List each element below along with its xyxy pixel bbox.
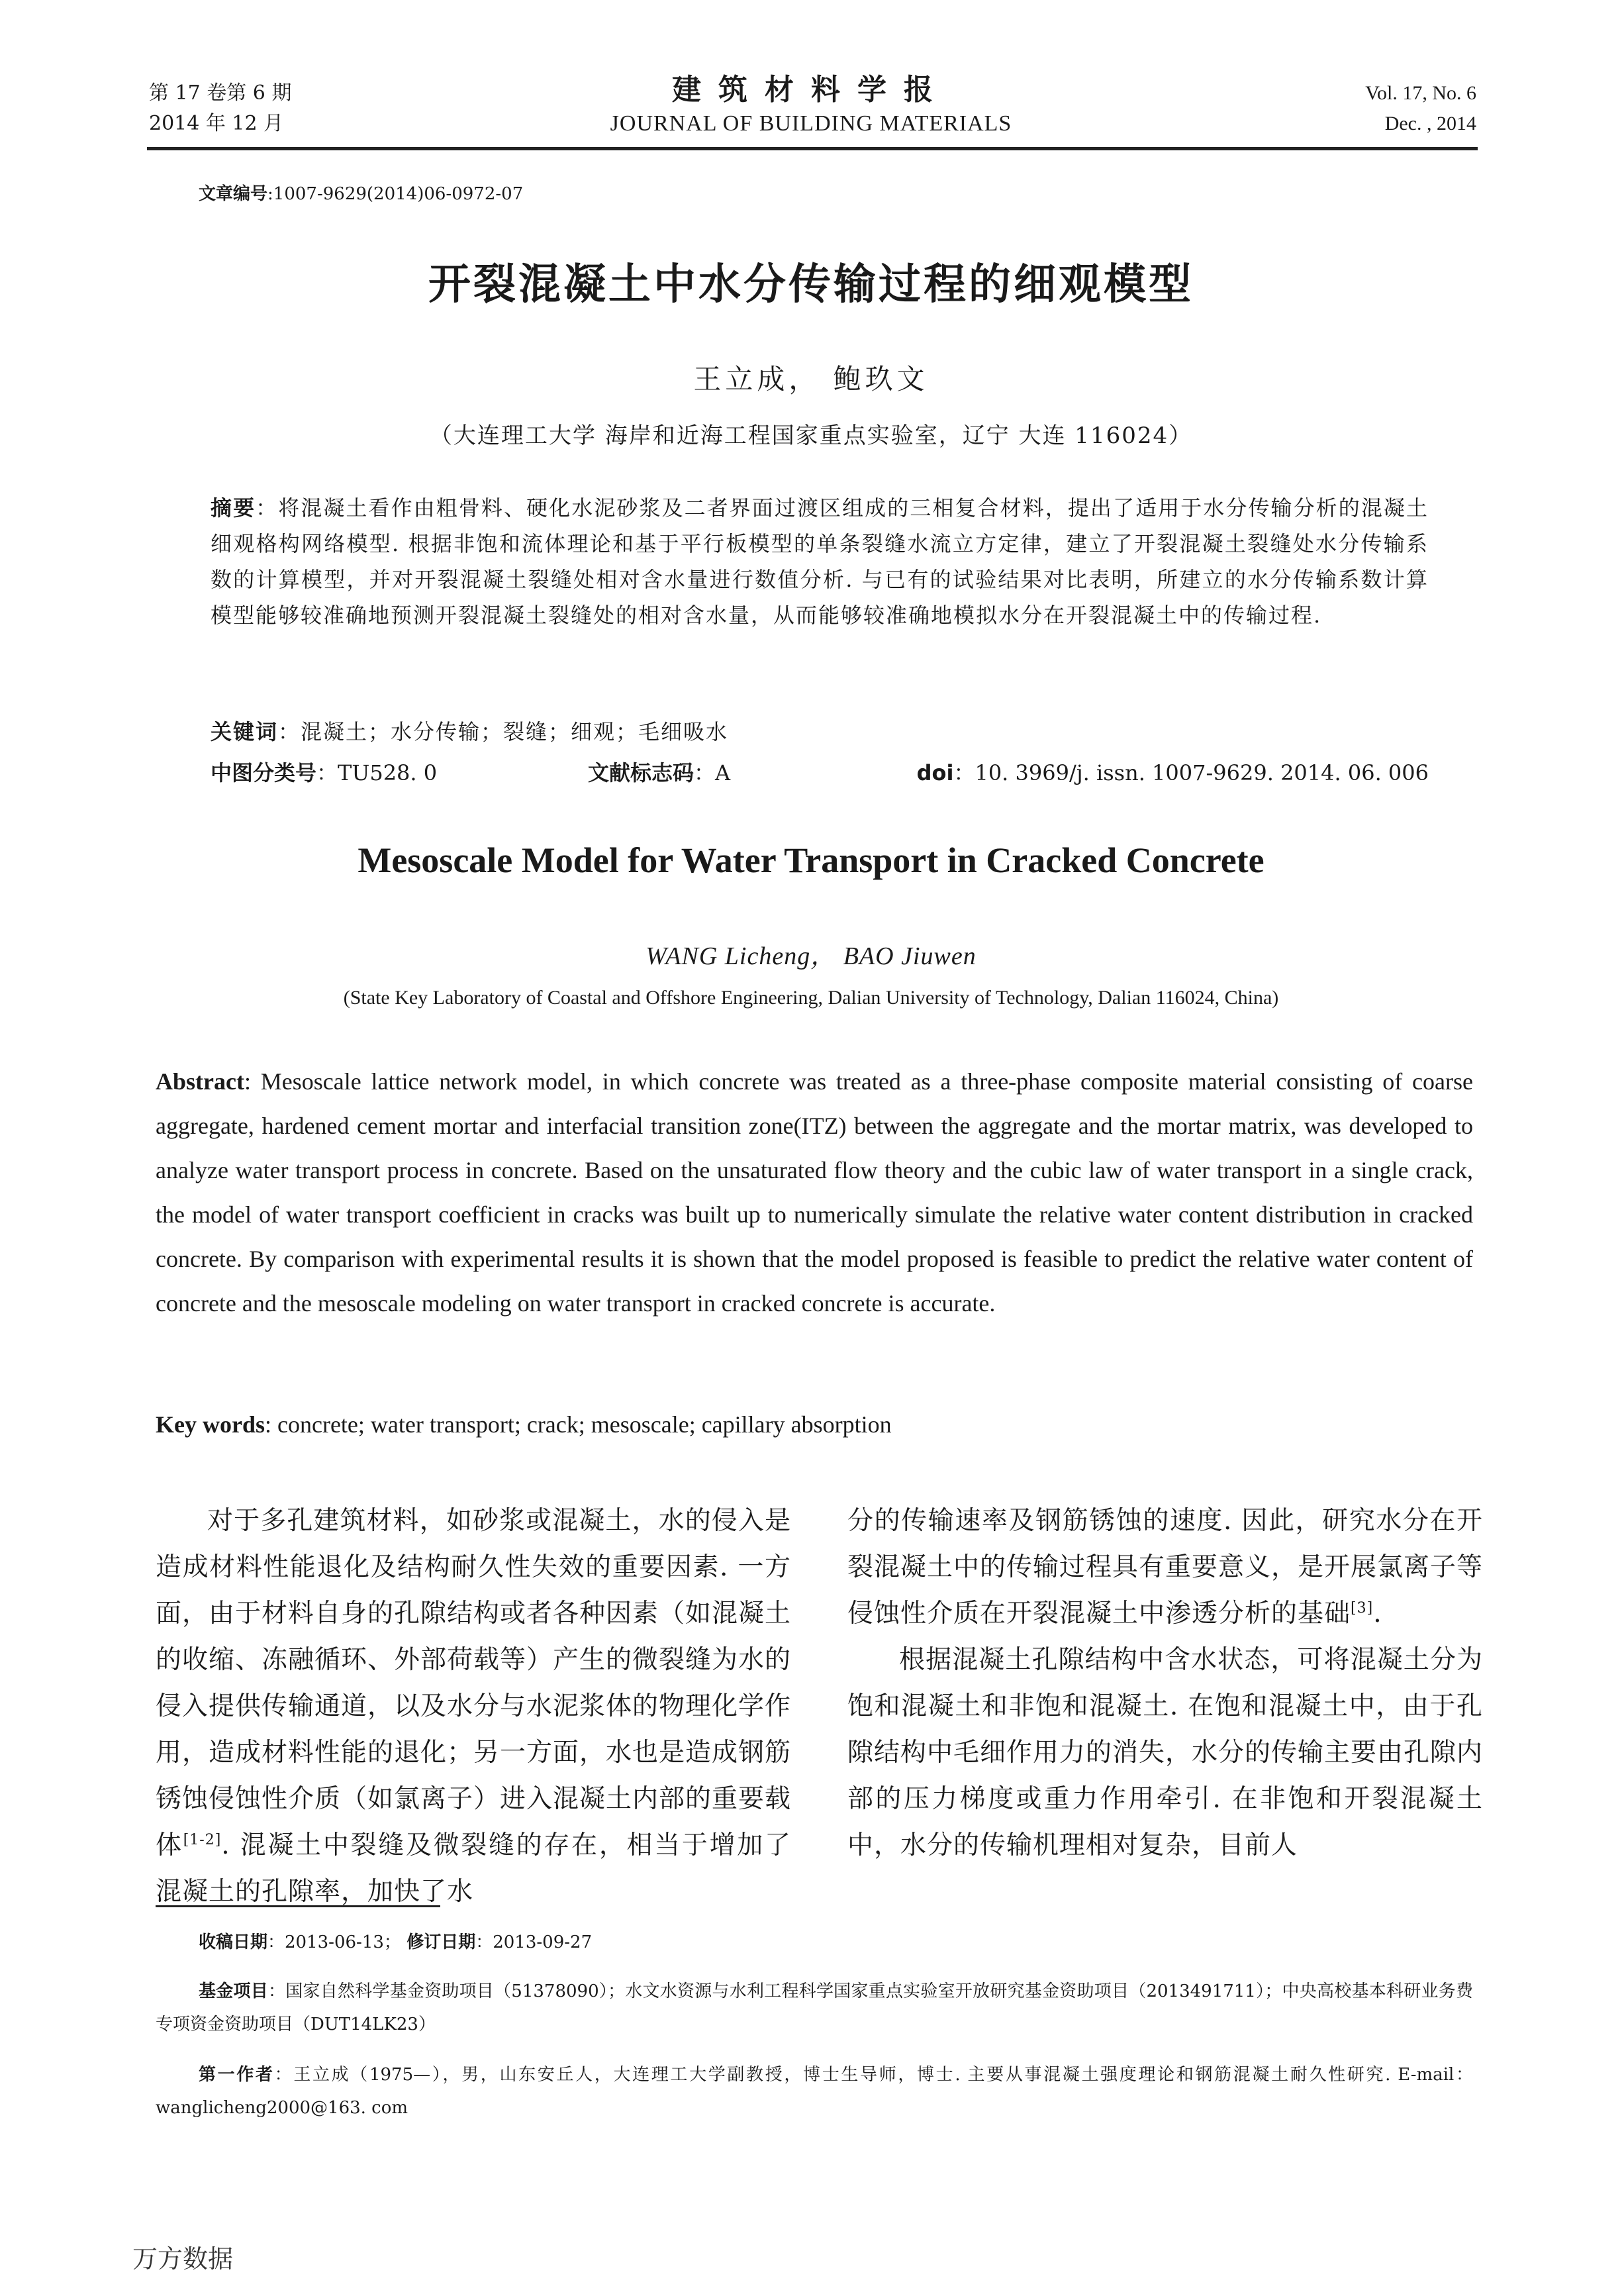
- fund-label: 基金项目: [199, 1981, 268, 2001]
- doi-label: doi: [916, 760, 954, 785]
- keywords-en-text: : concrete; water transport; crack; mesoscale; capillary absorption: [265, 1411, 892, 1438]
- body-text: 分的传输速率及钢筋锈蚀的速度. 因此，研究水分在开裂混凝土中的传输过程具有重要意义，是开展氯离子等侵蚀性介质在开裂混凝土中渗透分析的基础: [847, 1506, 1484, 1628]
- doi-value: ：10. 3969/j. issn. 1007-9629. 2014. 06. 006: [953, 760, 1429, 785]
- keywords-en-label: Key words: [156, 1411, 265, 1438]
- document-code-label: 文献标志码: [588, 760, 694, 785]
- classification-line: [211, 756, 1429, 787]
- journal-name-cn: 建筑材料学报: [672, 73, 950, 107]
- header-issue-en: [1365, 78, 1476, 139]
- body-text: . 混凝土中裂缝及微裂缝的存在，相当于增加了混凝土的孔隙率，加快了水: [156, 1830, 791, 1907]
- received-label: 收稿日期: [199, 1932, 268, 1952]
- article-number-value: :1007-9629(2014)06-0972-07: [267, 184, 524, 204]
- received-date: ：2013-06-13；: [267, 1932, 401, 1952]
- volume-en: Vol. 17, No. 6: [1365, 82, 1476, 104]
- abstract-en: [156, 1060, 1473, 1326]
- date-en: Dec. , 2014: [1384, 113, 1476, 134]
- citation-ref: [3]: [1351, 1600, 1374, 1617]
- affiliation-cn: （大连理工大学 海岸和近海工程国家重点实验室，辽宁 大连 116024）: [429, 423, 1193, 449]
- body-text: 对于多孔建筑材料，如砂浆或混凝土，水的侵入是造成材料性能退化及结构耐久性失效的重要因素. 一方面，由于材料自身的孔隙结构或者各种因素（如混凝土的收缩、冻融循环、外部荷载等）产生的微裂缝为水的侵入提供传输通道，以及水分与水泥浆体的物理化学作用，造成材料性能的退化；另一方面，水也是造成钢筋锈蚀侵蚀性介质（如氯离子）进入混凝土内部的重要载体: [156, 1506, 792, 1860]
- first-author-label: 第一作者: [199, 2065, 275, 2085]
- footnote-dates: [199, 1926, 1516, 1959]
- affiliation-en: (State Key Laboratory of Coastal and Offshore Engineering, Dalian University of Technology, Dalian 116024, China): [343, 987, 1279, 1009]
- abstract-cn: [211, 490, 1429, 633]
- abstract-cn-text: ：将混凝土看作由粗骨料、硬化水泥砂浆及二者界面过渡区组成的三相复合材料，提出了适用于水分传输分析的混凝土细观格构网络模型. 根据非饱和流体理论和基于平行板模型的单条裂缝水流立方定律，建立了开裂混凝土裂缝处水分传输系数的计算模型，并对开裂混凝土裂缝处相对含水量进行数值分析. 与已有的试验结果对比表明，所建立的水分传输系数计算模型能够较准确地预测开裂混凝土裂缝处的相对含水量，从而能够较准确地模拟水分在开裂混凝土中的传输过程.: [211, 495, 1429, 628]
- date-cn: 2014 年 12 月: [149, 112, 284, 135]
- volume-cn: 第 17 卷第 6 期: [149, 81, 292, 105]
- authors-cn: 王立成， 鲍玖文: [693, 363, 929, 395]
- document-code-value: ：A: [694, 760, 731, 785]
- footnote-divider: [156, 1905, 440, 1907]
- title-cn: 开裂混凝土中水分传输过程的细观模型: [428, 260, 1194, 309]
- footnote-first-author: [156, 2058, 1473, 2124]
- article-number-label: 文章编号: [199, 184, 268, 204]
- revised-label: 修订日期: [406, 1932, 476, 1952]
- abstract-en-label: Abstract: [156, 1068, 244, 1095]
- keywords-cn-text: ：混凝土；水分传输；裂缝；细观；毛细吸水: [278, 719, 729, 744]
- watermark-text: 万方数据: [132, 2244, 234, 2273]
- keywords-cn-label: 关键词: [211, 719, 279, 744]
- keywords-en: [156, 1411, 892, 1438]
- body-paragraph: [847, 1498, 1483, 1637]
- authors-en: WANG Licheng， BAO Jiuwen: [645, 942, 977, 970]
- body-paragraph: 根据混凝土孔隙结构中含水状态，可将混凝土分为饱和混凝土和非饱和混凝土. 在饱和混凝土中，由于孔隙结构中毛细作用力的消失，水分的传输主要由孔隙内部的压力梯度或重力作用牵引. 在非饱和开裂混凝土中，水分的传输机理相对复杂，目前人: [847, 1645, 1484, 1860]
- keywords-cn: [211, 715, 728, 746]
- clc-value: ：TU528. 0: [316, 760, 438, 785]
- body-text: .: [1373, 1599, 1382, 1628]
- first-author-text: ：王立成（1975—），男，山东安丘人，大连理工大学副教授，博士生导师，博士. 主要从事混凝土强度理论和钢筋混凝土耐久性研究. E-mail：wanglicheng2000@163. com: [156, 2065, 1473, 2118]
- document-code: [588, 756, 866, 787]
- body-column-right: [847, 1498, 1483, 1869]
- doi: [866, 756, 1429, 787]
- footnote-funding: [156, 1975, 1473, 2041]
- journal-name-en: JOURNAL OF BUILDING MATERIALS: [610, 111, 1012, 136]
- abstract-cn-label: 摘要: [211, 495, 256, 521]
- header-divider: [147, 147, 1478, 150]
- body-paragraph: [156, 1498, 791, 1915]
- clc-label: 中图分类号: [211, 760, 317, 785]
- clc-number: [211, 756, 588, 787]
- abstract-en-text: : Mesoscale lattice network model, in which concrete was treated as a three-phase composite material consisting of coarse aggregate, hardened cement mortar and interfacial transition zone(ITZ) between the aggregate and the mortar matrix, was developed to analyze water transport process in concrete. Based on the unsaturated flow theory and the cubic law of water transport in a single crack, the model of water transport coefficient in cracks was built up to numerically simulate the relative water content distribution in cracked concrete. By comparison with experimental results it is shown that the model proposed is feasible to predict the relative water content of concrete and the mesoscale modeling on water transport in cracked concrete is accurate.: [156, 1068, 1473, 1317]
- revised-date: ：2013-09-27: [475, 1932, 593, 1952]
- body-column-left: [156, 1498, 791, 1915]
- fund-text: ：国家自然科学基金资助项目（51378090）；水文水资源与水利工程科学国家重点实验室开放研究基金资助项目（2013491711）；中央高校基本科研业务费专项资金资助项目（DUT14LK23）: [156, 1981, 1473, 2034]
- citation-ref: [1-2]: [183, 1832, 222, 1848]
- title-en: Mesoscale Model for Water Transport in Cracked Concrete: [358, 840, 1264, 880]
- article-number: [199, 180, 523, 205]
